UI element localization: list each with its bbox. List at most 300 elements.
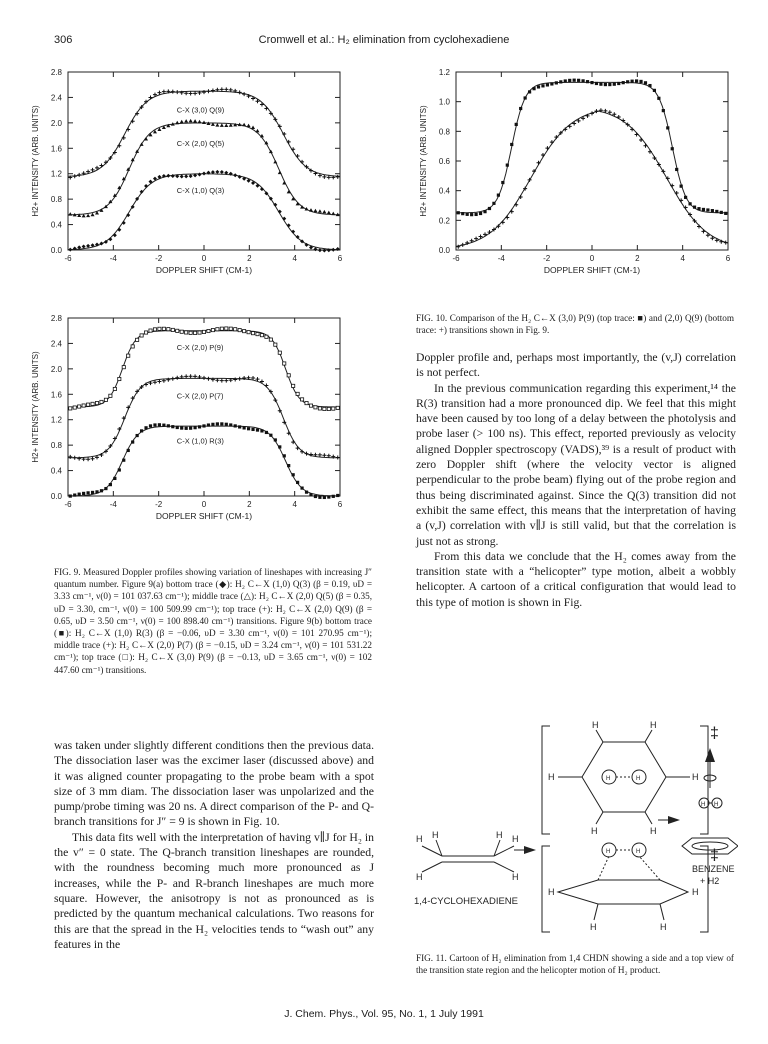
data-point xyxy=(166,174,170,178)
data-point xyxy=(313,209,317,213)
data-point xyxy=(300,486,303,489)
data-point xyxy=(198,331,201,334)
data-point xyxy=(327,407,330,410)
data-point xyxy=(171,174,175,178)
x-tick-label: 4 xyxy=(292,254,297,263)
data-point xyxy=(162,424,165,427)
y-tick-label: 0.2 xyxy=(438,216,450,226)
atom-label: H xyxy=(650,826,657,836)
data-point xyxy=(550,140,554,144)
data-point xyxy=(278,445,281,448)
data-point xyxy=(564,79,567,82)
data-point xyxy=(117,228,121,232)
data-point xyxy=(224,87,228,91)
data-point xyxy=(171,90,175,94)
data-point xyxy=(243,330,246,333)
data-point xyxy=(287,464,290,467)
data-point xyxy=(175,121,179,125)
bond xyxy=(494,862,514,872)
data-point xyxy=(492,202,495,205)
data-point xyxy=(657,97,660,100)
x-tick-label: 2 xyxy=(247,500,252,509)
y-tick-label: 0.4 xyxy=(50,220,62,230)
data-point xyxy=(724,241,728,245)
fig9b-chart xyxy=(20,306,350,538)
data-point xyxy=(206,377,210,381)
data-point xyxy=(171,425,174,428)
data-point xyxy=(510,210,514,214)
atom-label: H xyxy=(591,826,598,836)
data-point xyxy=(550,82,553,85)
atom-label: H xyxy=(660,922,667,932)
data-point xyxy=(157,380,161,384)
right-column-text xyxy=(416,350,736,610)
data-point xyxy=(515,123,518,126)
series-fit-line xyxy=(456,82,728,213)
data-point xyxy=(189,92,193,96)
data-point xyxy=(541,153,545,157)
data-point xyxy=(229,327,232,330)
data-point xyxy=(77,173,81,177)
series-label: C-X (1,0) R(3) xyxy=(176,436,224,446)
x-tick-label: -2 xyxy=(543,254,551,263)
data-point xyxy=(175,90,179,94)
data-point xyxy=(220,379,224,383)
atom-label: H xyxy=(548,772,555,782)
data-point xyxy=(251,126,255,130)
series-label: C-X (2,0) P(7) xyxy=(176,391,224,401)
data-point xyxy=(149,329,152,332)
y-tick-label: 2.0 xyxy=(50,364,62,374)
data-point xyxy=(144,184,148,188)
data-point xyxy=(291,147,295,151)
data-point xyxy=(171,377,175,381)
data-point xyxy=(265,335,268,338)
fig10-caption: FIG. 10. Comparison of the H₂ C←X (3,0) P(9) (top trace: ■) and (2,0) Q(9) (bottom trace: +) transitions shown in Fig. 9. xyxy=(416,313,734,336)
series-label: C-X (3,0) Q(9) xyxy=(176,105,225,115)
data-point xyxy=(514,203,518,207)
data-point xyxy=(211,88,215,92)
data-point xyxy=(86,214,90,218)
data-point xyxy=(684,196,687,199)
data-point xyxy=(131,345,134,348)
data-point xyxy=(104,398,107,401)
data-point xyxy=(242,123,246,126)
data-point xyxy=(479,212,482,215)
data-point xyxy=(216,422,219,425)
data-point xyxy=(679,198,683,202)
data-point xyxy=(697,207,700,210)
data-point xyxy=(291,230,295,234)
data-point xyxy=(305,491,308,494)
data-point xyxy=(283,362,286,365)
data-point xyxy=(189,174,193,178)
data-point xyxy=(206,89,210,93)
data-point xyxy=(180,330,183,333)
data-point xyxy=(322,175,326,179)
atom-label: H xyxy=(606,776,611,782)
data-point xyxy=(675,191,679,195)
data-point xyxy=(594,109,598,113)
data-point xyxy=(162,327,165,330)
transition-state-dagger: ‡ xyxy=(710,847,719,864)
data-point xyxy=(483,210,486,213)
data-point xyxy=(175,376,179,380)
atom-label: H xyxy=(636,776,641,782)
data-point xyxy=(211,423,214,426)
plot-frame xyxy=(456,72,728,250)
fig9b-plot xyxy=(20,306,350,538)
data-point xyxy=(202,172,206,176)
y-tick-label: 2.8 xyxy=(50,314,62,323)
data-point xyxy=(78,405,81,408)
data-point xyxy=(260,187,264,191)
data-point xyxy=(568,124,572,128)
data-point xyxy=(336,494,339,497)
data-point xyxy=(167,328,170,331)
x-tick-label: -2 xyxy=(155,500,163,509)
bond xyxy=(660,904,664,920)
data-point xyxy=(104,487,107,490)
data-point xyxy=(95,401,98,404)
data-point xyxy=(720,211,723,214)
data-point xyxy=(91,491,94,494)
transition-state-dagger: ‡ xyxy=(710,725,719,742)
data-point xyxy=(184,374,188,378)
fig9a-chart xyxy=(20,60,350,292)
data-point xyxy=(82,245,86,249)
y-tick-label: 1.6 xyxy=(50,144,62,154)
data-point xyxy=(510,143,513,146)
data-point xyxy=(225,327,228,330)
data-point xyxy=(626,80,629,83)
data-point xyxy=(73,406,76,409)
data-point xyxy=(314,406,317,409)
data-point xyxy=(675,168,678,171)
data-point xyxy=(644,81,647,84)
data-point xyxy=(225,423,228,426)
data-point xyxy=(158,327,161,330)
paragraph: was taken under slightly different conditions then the previous data. The dissociation laser was the excimer laser (discussed above) and it was aligned counter propagating to the probe beam with a spot size of 3 mm diam. The dissociation laser was unpolarized and the pump/probe timing was 20 ns. A direct comparison of the P- and Q-branch transitions for J″ = 9 is shown in Fig. 10. xyxy=(54,739,374,829)
data-point xyxy=(309,493,312,496)
paragraph: From this data we conclude that the H₂ comes away from the transition state with a “helicopter” type motion, albeit a wobbly helicopter. A cartoon of a critical configuration that would lead to this type of motion is shown in Fig. xyxy=(416,549,736,609)
data-point xyxy=(278,171,282,175)
data-point xyxy=(68,455,72,459)
data-point xyxy=(149,96,153,100)
data-point xyxy=(296,235,300,239)
data-point xyxy=(662,109,665,112)
data-point xyxy=(292,384,295,387)
data-point xyxy=(73,456,77,460)
fig10-plot xyxy=(408,60,738,292)
data-point xyxy=(617,82,620,85)
data-point xyxy=(711,209,714,212)
data-point xyxy=(251,332,254,335)
y-tick-label: 1.2 xyxy=(50,169,62,179)
data-point xyxy=(198,172,202,176)
data-point xyxy=(331,248,335,252)
atom-label: H xyxy=(416,834,423,844)
x-axis-label: DOPPLER SHIFT (CM-1) xyxy=(155,511,253,521)
data-point xyxy=(283,454,286,457)
data-point xyxy=(122,366,125,369)
data-point xyxy=(220,87,224,91)
data-point xyxy=(639,138,643,142)
data-point xyxy=(140,190,144,194)
data-point xyxy=(247,124,251,128)
data-point xyxy=(706,208,709,211)
x-tick-label: -6 xyxy=(64,500,72,509)
x-tick-label: 4 xyxy=(292,500,297,509)
data-point xyxy=(260,334,263,337)
reactant-label: 1,4-CYCLOHEXADIENE xyxy=(414,896,519,907)
data-point xyxy=(323,407,326,410)
data-point xyxy=(559,80,562,83)
data-point xyxy=(238,377,242,381)
atom-label: H xyxy=(592,720,599,730)
data-point xyxy=(532,87,535,90)
y-tick-label: 2.8 xyxy=(50,68,62,77)
data-point xyxy=(331,212,335,216)
left-column-text xyxy=(54,738,374,952)
data-point xyxy=(127,354,130,357)
data-point xyxy=(327,495,330,498)
data-point xyxy=(256,333,259,336)
y-tick-label: 1.0 xyxy=(438,97,450,107)
data-point xyxy=(185,331,188,334)
data-point xyxy=(506,164,509,167)
data-point xyxy=(474,213,477,216)
data-point xyxy=(715,210,718,213)
data-point xyxy=(622,81,625,84)
data-point xyxy=(224,123,228,126)
data-point xyxy=(86,491,89,494)
atom-label: H xyxy=(650,720,657,730)
y-axis-label: H2+ INTENSITY (ARB. UNITS) xyxy=(31,351,40,463)
data-point xyxy=(108,237,112,241)
atom-label: H xyxy=(636,849,641,855)
x-tick-label: 0 xyxy=(201,254,207,263)
data-point xyxy=(193,91,197,95)
data-point xyxy=(702,208,705,211)
paragraph: In the previous communication regarding this experiment,¹⁴ the R(3) transition had a more pronounced dip. We feel that this might have been caused by too long of a delay between the photolysis and probe laser (> 100 ns). This effect, reported previously as velocity aligned Doppler spectroscopy (VADS),³⁹ is a result of product with zero Doppler shift (where the velocity vector is aligned perpendicular to the probe beam) flying out of the probe region and thus being discriminated against. Since the Q(3) transition did not exhibit the same effect, this means that the interpretation of having a (v,J) correlation with v∥J is still valid, but that the correlation is just not as strong. xyxy=(416,381,736,548)
x-axis-label: DOPPLER SHIFT (CM-1) xyxy=(155,265,253,275)
data-point xyxy=(193,426,196,429)
data-point xyxy=(590,111,594,115)
data-point xyxy=(630,127,634,131)
data-point xyxy=(488,207,491,210)
y-tick-label: 2.4 xyxy=(50,93,62,103)
data-point xyxy=(296,446,300,450)
data-point xyxy=(122,459,125,462)
data-point xyxy=(300,398,303,401)
data-point xyxy=(496,224,500,228)
data-point xyxy=(189,331,192,334)
up-arrow-icon xyxy=(705,748,715,762)
data-point xyxy=(296,392,299,395)
data-point xyxy=(470,213,473,216)
x-tick-label: 0 xyxy=(201,500,207,509)
x-tick-label: 2 xyxy=(635,254,640,263)
data-point xyxy=(118,377,121,380)
data-point xyxy=(238,90,242,94)
product-label: BENZENE xyxy=(692,864,735,874)
data-point xyxy=(461,212,464,215)
data-point xyxy=(100,489,103,492)
y-tick-label: 1.2 xyxy=(50,415,62,425)
x-tick-label: 2 xyxy=(247,254,252,263)
bond xyxy=(645,812,652,824)
data-point xyxy=(238,425,241,428)
fig9a-plot xyxy=(20,60,350,292)
data-point xyxy=(292,473,295,476)
data-point xyxy=(528,90,531,93)
data-point xyxy=(586,80,589,83)
data-point xyxy=(327,175,331,179)
data-point xyxy=(545,146,549,150)
data-point xyxy=(278,351,281,354)
x-tick-label: 6 xyxy=(337,254,343,263)
data-point xyxy=(282,217,286,221)
data-point xyxy=(296,154,300,158)
data-point xyxy=(144,331,147,334)
data-point xyxy=(224,379,228,383)
data-point xyxy=(568,79,571,82)
data-point xyxy=(68,248,72,252)
x-tick-label: -2 xyxy=(155,254,163,263)
page-footer: J. Chem. Phys., Vol. 95, No. 1, 1 July 1991 xyxy=(284,1008,484,1020)
data-point xyxy=(180,120,184,124)
y-tick-label: 2.0 xyxy=(50,118,62,128)
data-point xyxy=(505,215,509,219)
plot-frame xyxy=(68,72,340,250)
data-point xyxy=(501,220,505,224)
data-point xyxy=(287,374,290,377)
data-point xyxy=(322,453,326,457)
series-label: C-X (2,0) P(9) xyxy=(176,342,224,352)
data-point xyxy=(697,224,701,228)
data-point xyxy=(336,456,340,460)
y-tick-label: 1.2 xyxy=(438,68,450,77)
data-point xyxy=(671,147,674,150)
data-point xyxy=(91,457,95,461)
fig11-caption: FIG. 11. Cartoon of H₂ elimination from 1,4 CHDN showing a side and a top view of the transition state region and the helicopter motion of H₂ product. xyxy=(416,953,734,976)
data-point xyxy=(113,477,116,480)
data-point xyxy=(269,338,272,341)
data-point xyxy=(724,212,727,215)
data-point xyxy=(573,79,576,82)
data-point xyxy=(113,233,117,237)
data-point xyxy=(322,210,326,214)
bracket-right xyxy=(700,846,708,932)
data-point xyxy=(220,123,224,127)
bond xyxy=(596,730,603,742)
x-tick-label: 4 xyxy=(680,254,685,263)
data-point xyxy=(86,457,90,461)
y-axis-label: H2+ INTENSITY (ARB. UNITS) xyxy=(31,105,40,217)
data-point xyxy=(336,175,340,179)
x-tick-label: -6 xyxy=(64,254,72,263)
data-point xyxy=(318,407,321,410)
atom-label: H xyxy=(701,802,706,808)
atom-label: H xyxy=(692,887,699,897)
atom-label: H xyxy=(512,834,519,844)
data-point xyxy=(198,120,202,124)
data-point xyxy=(198,425,201,428)
data-point xyxy=(300,160,304,164)
data-point xyxy=(519,107,522,110)
data-point xyxy=(238,329,241,332)
data-point xyxy=(216,328,219,331)
bond xyxy=(594,904,598,920)
running-title: Cromwell et al.: H₂ elimination from cyclohexadiene xyxy=(258,34,510,46)
data-point xyxy=(305,401,308,404)
data-point xyxy=(243,426,246,429)
data-point xyxy=(336,406,339,409)
data-point xyxy=(274,438,277,441)
y-tick-label: 0.4 xyxy=(438,186,450,196)
data-point xyxy=(233,173,237,177)
data-point xyxy=(693,206,696,209)
y-tick-label: 2.4 xyxy=(50,339,62,349)
y-tick-label: 0.8 xyxy=(50,195,62,205)
data-point xyxy=(608,83,611,86)
data-point xyxy=(332,495,335,498)
atom-label: H xyxy=(606,849,611,855)
data-point xyxy=(207,329,210,332)
data-point xyxy=(264,384,268,388)
atom-label: H xyxy=(692,772,699,782)
data-point xyxy=(91,402,94,405)
data-point xyxy=(318,496,321,499)
data-point xyxy=(251,428,254,431)
data-point xyxy=(109,394,112,397)
data-point xyxy=(136,434,139,437)
bracket-right xyxy=(700,726,708,834)
y-tick-label: 0.8 xyxy=(50,441,62,451)
data-point xyxy=(202,330,205,333)
data-point xyxy=(541,84,544,87)
fig11-cartoon xyxy=(408,720,738,950)
data-point xyxy=(273,160,277,164)
fig10-chart xyxy=(408,60,738,292)
data-point xyxy=(193,331,196,334)
data-point xyxy=(278,210,282,214)
data-point xyxy=(122,221,126,225)
data-point xyxy=(524,96,527,99)
data-point xyxy=(291,440,295,444)
data-point xyxy=(140,429,143,432)
series-label: C-X (2,0) Q(5) xyxy=(176,138,225,148)
bond xyxy=(645,730,652,742)
data-point xyxy=(185,427,188,430)
y-tick-label: 0.0 xyxy=(50,492,62,501)
paragraph: Doppler profile and, perhaps most importantly, the (v,J) correlation is not perfect. xyxy=(416,351,736,380)
data-point xyxy=(180,426,183,429)
data-point xyxy=(563,127,567,131)
data-point xyxy=(73,174,77,178)
y-axis-label: H2+ INTENSITY (ARB. UNITS) xyxy=(419,105,428,217)
bond xyxy=(422,862,442,872)
x-tick-label: -4 xyxy=(109,254,117,263)
data-point xyxy=(599,83,602,86)
data-point xyxy=(265,431,268,434)
data-point xyxy=(118,468,121,471)
data-point xyxy=(68,212,72,216)
y-tick-label: 1.6 xyxy=(50,390,62,400)
data-point xyxy=(69,407,72,410)
data-point xyxy=(327,211,331,215)
